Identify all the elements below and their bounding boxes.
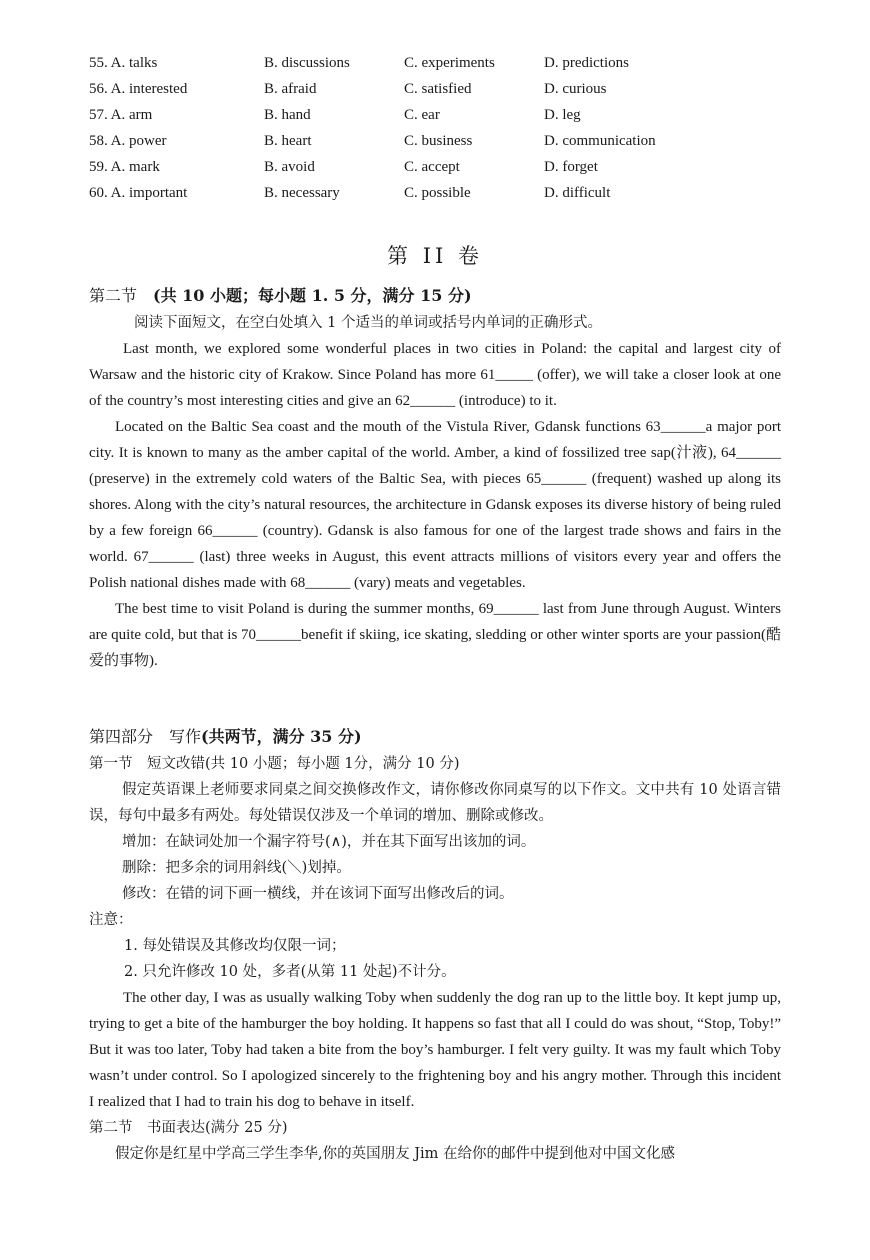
section-2-block [89,282,781,674]
option-b: B. avoid [264,159,315,175]
note-2: 2. 只允许修改 10 处，多者(从第 11 处起)不计分。 [124,964,456,980]
option-b: B. hand [264,107,311,123]
option-b: B. necessary [264,185,340,201]
option-c: C. business [404,133,473,149]
proofreading-intro: 假定英语课上老师要求同桌之间交换修改作文，请你修改你同桌写的以下作文。文中共有 10 处语言错误，每句中最多有两处。每处错误仅涉及一个单词的增加、删除或修改。 [89,782,781,824]
option-c: C. accept [404,159,460,175]
section-2-heading-score: (共 10 小题；每小题 1. 5 分，满分 15 分) [153,286,472,305]
volume-title: 第 II 卷 [387,244,483,268]
option-d: D. predictions [544,55,629,71]
note-1: 1. 每处错误及其修改均仅限一词； [124,938,346,954]
option-d: D. difficult [544,185,611,201]
option-a: 56. A. interested [89,81,188,97]
passage-paragraph-3: The best time to visit Poland is during the summer months, 69______ last from June through August. Winters are quite cold, but that is 70______benefit if skiing, ice skating, sledding or other winter sports are your passion(酷爱的事物). [89,601,781,669]
part-4-heading-prefix: 第四部分 写作 [89,727,202,746]
option-b: B. discussions [264,55,350,71]
option-a: 59. A. mark [89,159,160,175]
option-c: C. experiments [404,55,495,71]
writing-heading: 第二节 书面表达(满分 25 分) [89,1120,288,1136]
writing-prompt: 假定你是红星中学高三学生李华,你的英国朋友 Jim 在给你的邮件中提到他对中国文化感 [115,1146,676,1162]
section-2-instruction: 阅读下面短文，在空白处填入 1 个适当的单词或括号内单词的正确形式。 [134,315,602,331]
part-4-heading [89,723,781,751]
rule-add: 增加：在缺词处加一个漏字符号(∧)，并在其下面写出该加的词。 [122,834,536,850]
proofreading-heading: 第一节 短文改错(共 10 小题；每小题 1分，满分 10 分) [89,756,460,772]
rule-delete: 删除：把多余的词用斜线(＼)划掉。 [122,860,351,876]
option-d: D. curious [544,81,607,97]
option-c: C. ear [404,107,440,123]
option-a: 60. A. important [89,185,188,201]
option-b: B. afraid [264,81,317,97]
rule-modify: 修改：在错的词下画一横线，并在该词下面写出修改后的词。 [122,886,514,902]
option-b: B. heart [264,133,312,149]
option-d: D. communication [544,133,656,149]
option-d: D. leg [544,107,581,123]
option-a: 55. A. talks [89,55,158,71]
passage-paragraph-1: Last month, we explored some wonderful places in two cities in Poland: the capital and largest city of Warsaw and the historic city of Krakow. Since Poland has more 61_____ (offer), we will take a closer look at one of the country’s most interesting cities and give an 62______ (introduce) to it. [89,341,781,409]
note-label: 注意： [89,912,133,928]
section-2-heading [89,282,781,310]
option-a: 58. A. power [89,133,167,149]
proofreading-essay: The other day, I was as usually walking Toby when suddenly the dog ran up to the little boy. It kept jump up, trying to get a bite of the hamburger the boy holding. It happens so fast that all I could do was shout, “Stop, Toby!” But it was too later, Toby had taken a bite from the boy’s hamburger. I felt very guilty. It was my fault which Toby wasn’t under control. So I apologized sincerely to the frightening boy and his angry mother. Through this incident I realized that I had to train his dog to behave in itself. [89,990,781,1110]
option-c: C. possible [404,185,471,201]
option-a: 57. A. arm [89,107,153,123]
section-2-heading-prefix: 第二节 [89,286,154,305]
part-4-heading-score: (共两节，满分 35 分) [201,727,362,746]
passage-paragraph-2: Located on the Baltic Sea coast and the mouth of the Vistula River, Gdansk functions 63______a major port city. It is known to many as the amber capital of the world. Amber, a kind of fossilized tree sap(汁液), 64______ (preserve) in the extremely cold waters of the Baltic Sea, with pieces 65______ (frequent) washed up along its shores. Along with the city’s natural resources, the architecture in Gdansk exposes its diverse history of being ruled by a few foreign 66______ (country). Gdansk is also famous for one of the largest trade shows and fairs in the world. 67______ (last) three weeks in August, this event attracts millions of visitors every year and offers the Polish national dishes made with 68______ (vary) meats and vegetables. [89,419,781,591]
part-4-block [89,723,781,1167]
option-c: C. satisfied [404,81,472,97]
option-d: D. forget [544,159,598,175]
